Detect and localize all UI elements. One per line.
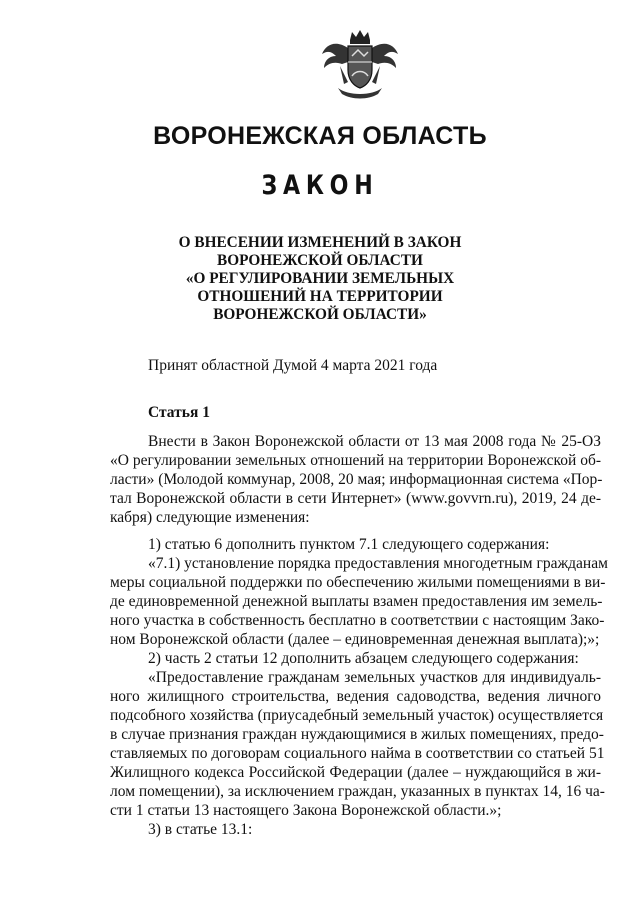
law-title-line: О ВНЕСЕНИИ ИЗМЕНЕНИЙ В ЗАКОН — [178, 234, 462, 251]
text-line: ставляемых по договорам социального найма в соответствии со статьей 51 — [110, 745, 605, 762]
law-title-line: «О РЕГУЛИРОВАНИИ ЗЕМЕЛЬНЫХ — [185, 270, 455, 287]
text-line: ного жилищного строительства, ведения садоводства, ведения личного — [110, 688, 601, 705]
adoption-date: Принят областной Думой 4 марта 2021 года — [148, 357, 438, 374]
article-item-2 — [110, 649, 605, 820]
text-line: ном Воронежской области (далее – единовременная денежная выплата);»; — [110, 631, 600, 648]
text-line: кабря) следующие изменения: — [110, 509, 310, 526]
text-line: «Предоставление гражданам земельных участков для индивидуаль- — [148, 669, 601, 686]
text-line: тал Воронежской области в сети Интернет» (www.govvrn.ru), 2019, 24 де- — [110, 490, 601, 507]
text-line: меры социальной поддержки по обеспечению жилыми помещениями в ви- — [110, 574, 606, 591]
article-item-1 — [110, 535, 608, 649]
text-line: ласти» (Молодой коммунар, 2008, 20 мая; информационная система «Пор- — [110, 471, 603, 488]
text-line: сти 1 статьи 13 настоящего Закона Воронежской области.»; — [110, 802, 502, 819]
article-intro — [110, 432, 601, 527]
law-title — [150, 234, 490, 324]
law-title-line: ВОРОНЕЖСКОЙ ОБЛАСТИ» — [213, 306, 427, 323]
text-line: 1) статью 6 дополнить пунктом 7.1 следующего содержания: — [148, 536, 550, 553]
text-line: 3) в статье 13.1: — [148, 821, 253, 838]
law-title-line: ВОРОНЕЖСКОЙ ОБЛАСТИ — [217, 252, 423, 269]
text-line: «7.1) установление порядка предоставления многодетным гражданам — [148, 555, 608, 572]
text-line: лом помещении), за исключением граждан, указанных в пунктах 14, 16 ча- — [110, 783, 605, 800]
text-line: в случае признания граждан нуждающимися в жилых помещениях, предо- — [110, 726, 604, 743]
coat-of-arms-emblem — [318, 26, 402, 100]
text-line: 2) часть 2 статьи 12 дополнить абзацем следующего содержания: — [148, 650, 579, 667]
text-line: Жилищного кодекса Российской Федерации (далее – нуждающийся в жи- — [110, 764, 601, 781]
text-line: подсобного хозяйства (приусадебный земельный участок) осуществляется — [110, 707, 604, 724]
article-item-3 — [110, 820, 601, 839]
region-heading: ВОРОНЕЖСКАЯ ОБЛАСТЬ — [153, 122, 487, 150]
text-line: «О регулировании земельных отношений на территории Воронежской об- — [110, 452, 601, 469]
text-line: Внести в Закон Воронежской области от 13 мая 2008 года № 25-ОЗ — [148, 433, 601, 450]
document-type-heading: ЗАКОН — [261, 170, 379, 201]
text-line: де единовременной денежной выплаты взамен предоставления им земель- — [110, 593, 603, 610]
law-title-line: ОТНОШЕНИЙ НА ТЕРРИТОРИИ — [197, 288, 443, 305]
article-heading: Статья 1 — [148, 404, 210, 421]
text-line: ного участка в собственность бесплатно в соответствии с настоящим Зако- — [110, 612, 605, 629]
